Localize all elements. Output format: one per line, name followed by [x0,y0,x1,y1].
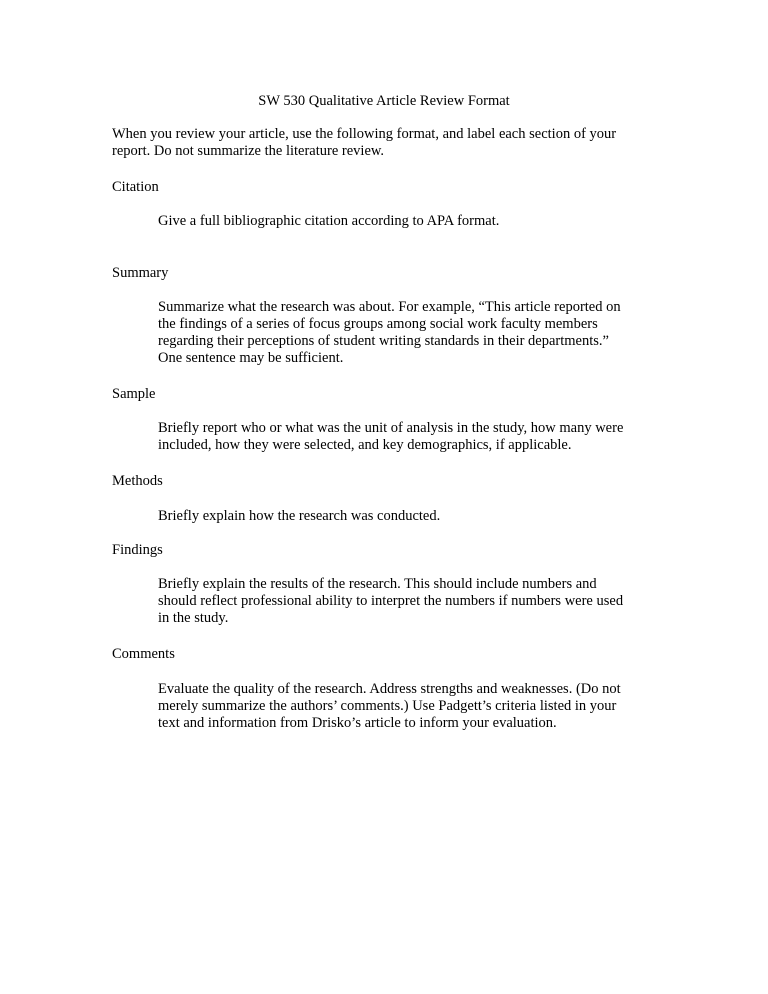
section-heading-sample: Sample [112,386,156,402]
section-text-comments: Evaluate the quality of the research. Address strengths and weaknesses. (Do not merely summarize the authors’ comments.) Use Padgett’s criteria listed in your text and information from Drisko’s article to inform your evaluation. [158,681,621,731]
section-text-findings: Briefly explain the results of the research. This should include numbers and should reflect professional ability to interpret the numbers if numbers were used in the study. [158,576,624,626]
section-heading-comments: Comments [112,646,175,662]
section-text-summary: Summarize what the research was about. For example, “This article reported on the findings of a series of focus groups among social work faculty members regarding their perceptions of student writing standards in their departments.” One sentence may be sufficient. [158,299,621,366]
section-heading-citation: Citation [112,179,159,195]
section-text-methods: Briefly explain how the research was conducted. [158,508,441,524]
intro-paragraph: When you review your article, use the following format, and label each section of your report. Do not summarize the literature review. [112,126,617,159]
section-heading-summary: Summary [112,265,169,281]
section-heading-findings: Findings [112,542,163,558]
document-title: SW 530 Qualitative Article Review Format [258,93,510,109]
section-text-citation: Give a full bibliographic citation according to APA format. [158,213,500,229]
section-text-sample: Briefly report who or what was the unit of analysis in the study, how many were included, how they were selected, and key demographics, if applicable. [158,420,624,453]
section-heading-methods: Methods [112,473,163,489]
